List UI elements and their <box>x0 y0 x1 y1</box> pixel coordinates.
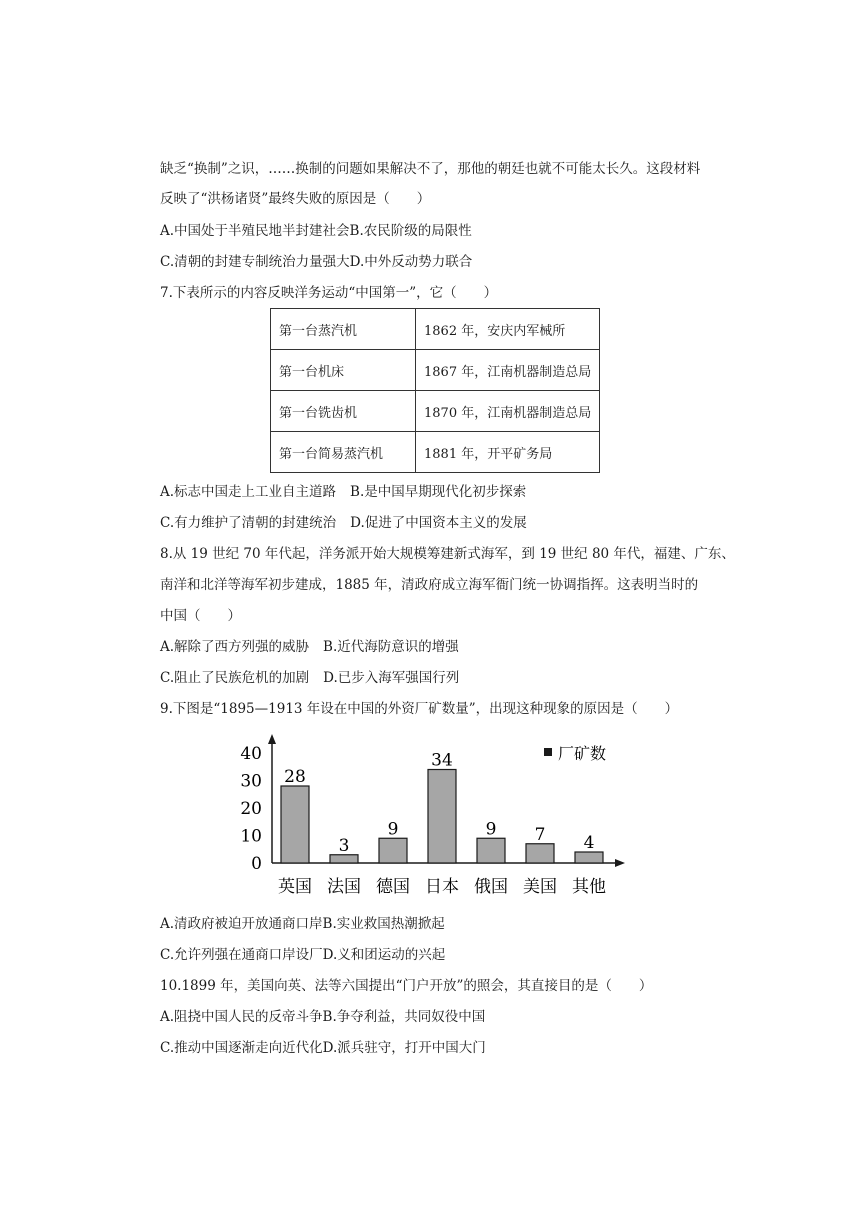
bar <box>330 855 358 863</box>
q8-options-row-2 <box>160 669 459 687</box>
y-tick-label: 0 <box>251 854 262 874</box>
table-cell-item: 第一台蒸汽机 <box>271 309 416 350</box>
q6-option-c[interactable]: C.清朝的封建专制统治力量强大 <box>160 254 350 270</box>
table-row <box>271 432 600 473</box>
q9-option-d[interactable]: D.义和团运动的兴起 <box>322 947 446 963</box>
bar <box>477 838 505 863</box>
q10-option-a[interactable]: A.阻挠中国人民的反帝斗争 <box>160 1009 323 1025</box>
q8-option-a[interactable]: A.解除了西方列强的威胁 <box>160 639 310 655</box>
bar <box>379 838 407 863</box>
table-cell-info: 1867 年，江南机器制造总局 <box>416 350 600 391</box>
y-tick-label: 30 <box>240 771 262 792</box>
table-cell-info: 1881 年，开平矿务局 <box>416 432 600 473</box>
q10-options-row-2 <box>160 1039 486 1057</box>
q9-stem: 9.下图是“1895—1913 年设在中国的外资厂矿数量”，出现这种现象的原因是（ ） <box>160 701 679 717</box>
q6-option-b[interactable]: B.农民阶级的局限性 <box>349 223 472 239</box>
table-cell-item: 第一台铣齿机 <box>271 391 416 432</box>
table-row <box>271 350 600 391</box>
q10-stem: 10.1899 年，美国向英、法等六国提出“门户开放”的照会，其直接目的是（ ） <box>160 978 653 994</box>
q9-option-b[interactable]: B.实业救国热潮掀起 <box>322 916 445 932</box>
bar-value-label: 28 <box>284 767 306 787</box>
x-tick-label: 日本 <box>425 877 459 897</box>
q8-option-b[interactable]: B.近代海防意识的增强 <box>323 639 459 655</box>
x-tick-label: 法国 <box>327 877 361 897</box>
chart-bars <box>281 770 603 864</box>
q6-option-a[interactable]: A.中国处于半殖民地半封建社会 <box>160 223 350 239</box>
table-cell-info: 1862 年，安庆内军械所 <box>416 309 600 350</box>
q9-options-row-2 <box>160 946 445 964</box>
q9-option-a[interactable]: A.清政府被迫开放通商口岸 <box>160 916 323 932</box>
x-tick-label: 美国 <box>523 877 557 897</box>
bar-value-label: 9 <box>387 819 399 840</box>
x-tick-label: 德国 <box>376 877 410 897</box>
y-axis-arrow <box>268 734 276 744</box>
q6-options-row-1 <box>160 222 472 240</box>
y-tick-label: 10 <box>240 826 262 847</box>
legend-swatch <box>544 748 552 756</box>
chart-legend <box>544 744 606 763</box>
q10-option-c[interactable]: C.推动中国逐渐走向近代化 <box>160 1040 323 1056</box>
table-cell-info: 1870 年，江南机器制造总局 <box>416 391 600 432</box>
q10-option-d[interactable]: D.派兵驻守，打开中国大门 <box>322 1040 486 1056</box>
q7-table <box>270 308 600 473</box>
q6-options-row-2 <box>160 253 472 271</box>
q7-option-a[interactable]: A.标志中国走上工业自主道路 <box>160 484 337 500</box>
table-row <box>271 391 600 432</box>
intro-line-2: 反映了“洪杨诸贤”最终失败的原因是（ ） <box>160 191 431 207</box>
q8-line-1: 8.从 19 世纪 70 年代起，洋务派开始大规模筹建新式海军，到 19 世纪 80 年代，福建、广东、 <box>160 546 735 562</box>
bar-value-label: 9 <box>485 819 497 840</box>
x-axis-arrow <box>615 859 625 867</box>
q8-line-2: 南洋和北洋等海军初步建成，1885 年，清政府成立海军衙门统一协调指挥。这表明当时的 <box>160 577 699 593</box>
q7-stem: 7.下表所示的内容反映洋务运动“中国第一”，它（ ） <box>160 285 498 301</box>
x-tick-label: 其他 <box>572 877 606 897</box>
table-cell-item: 第一台简易蒸汽机 <box>271 432 416 473</box>
q7-options-row-1 <box>160 483 526 501</box>
q10-option-b[interactable]: B.争夺利益，共同奴役中国 <box>322 1009 486 1025</box>
y-tick-label: 40 <box>240 744 262 764</box>
q9-bar-chart <box>240 728 640 900</box>
q8-option-c[interactable]: C.阻止了民族危机的加剧 <box>160 670 310 686</box>
q9-options-row-1 <box>160 915 445 933</box>
x-tick-label: 英国 <box>278 877 312 897</box>
q8-line-3: 中国（ ） <box>160 608 241 624</box>
q7-option-b[interactable]: B.是中国早期现代化初步探索 <box>350 484 527 500</box>
bar <box>575 852 603 863</box>
q10-options-row-1 <box>160 1008 485 1026</box>
x-tick-label: 俄国 <box>474 877 508 897</box>
bar-value-label: 4 <box>583 833 595 853</box>
q7-option-c[interactable]: C.有力维护了清朝的封建统治 <box>160 515 337 531</box>
q8-option-d[interactable]: D.已步入海军强国行列 <box>323 670 460 686</box>
bar-value-label: 34 <box>431 750 453 771</box>
bar-value-label: 3 <box>338 835 350 856</box>
q6-option-d[interactable]: D.中外反动势力联合 <box>349 254 473 270</box>
q8-options-row-1 <box>160 638 459 656</box>
bar <box>526 844 554 863</box>
bar <box>428 770 456 864</box>
table-cell-item: 第一台机床 <box>271 350 416 391</box>
legend-label: 厂矿数 <box>558 744 607 763</box>
y-tick-label: 20 <box>240 799 262 819</box>
table-row <box>271 309 600 350</box>
q7-options-row-2 <box>160 514 527 532</box>
intro-line-1: 缺乏“换制”之识，……换制的问题如果解决不了，那他的朝廷也就不可能太长久。这段材料 <box>160 161 701 177</box>
q9-option-c[interactable]: C.允许列强在通商口岸设厂 <box>160 947 323 963</box>
bar-value-label: 7 <box>534 824 546 845</box>
bar <box>281 786 309 863</box>
q7-option-d[interactable]: D.促进了中国资本主义的发展 <box>350 515 527 531</box>
